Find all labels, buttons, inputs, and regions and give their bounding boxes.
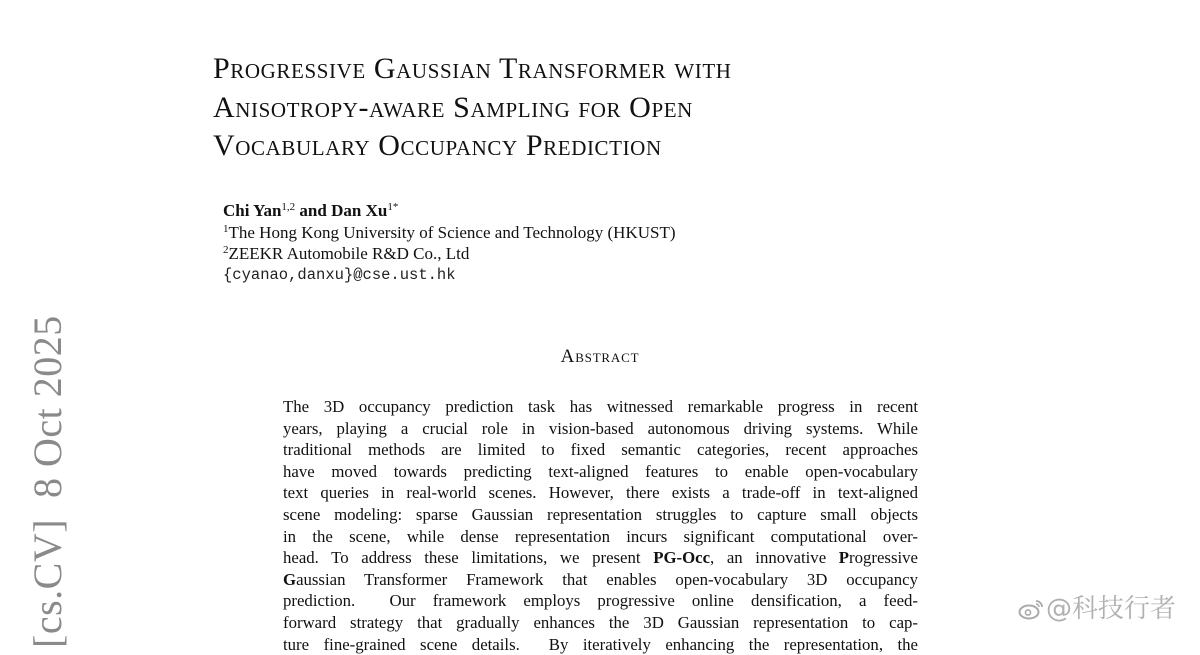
author-2-name: Dan Xu [331,201,388,220]
affiliation-2 [223,243,676,265]
affiliation-2-text: ZEEKR Automobile R&D Co., Ltd [228,244,470,263]
abstract-segment: rogressive [849,548,918,568]
abstract-line: have moved towards predicting text-aligned features to enable open-vocabulary [283,461,918,481]
arxiv-identifier-stamp: [cs.CV] 8 Oct 2025 [25,315,70,648]
weibo-icon [1018,597,1044,619]
affiliation-1 [223,222,676,244]
abstract-heading: Abstract [560,346,640,367]
abstract-line: prediction. Our framework employs progressive online densification, a feed- [283,591,918,611]
author-block [223,200,676,286]
title-line-1: Progressive Gaussian Transformer with [213,52,732,85]
acronym-letter: G [283,569,297,589]
author-2-affiliation-mark: 1* [387,201,399,213]
affiliation-2-mark: 2 [223,244,229,256]
paper-title [213,50,973,166]
watermark-text: @科技行者 [1045,594,1176,624]
method-name: PG-Occ [653,548,711,568]
abstract-segment: aussian Transformer Framework that enables open-vocabulary 3D occupancy [296,569,918,589]
abstract-text [283,396,918,655]
author-joiner: and [295,201,332,220]
abstract-line: ture fine-grained scene details. By iteratively enhancing the representation, the [283,634,918,654]
author-1-affiliation-mark: 1,2 [281,201,296,213]
watermark [1018,588,1176,625]
abstract-line: in the scene, while dense representation incurs significant computational over- [283,526,918,546]
affiliation-1-text: The Hong Kong University of Science and Technology (HKUST) [228,222,676,242]
author-1-name: Chi Yan [223,201,282,220]
abstract-line [283,547,918,569]
abstract-line: scene modeling: sparse Gaussian representation struggles to capture small objects [283,504,918,524]
abstract-line: traditional methods are limited to fixed semantic categories, recent approaches [283,440,918,460]
abstract-segment: , an innovative [710,548,839,568]
abstract-line: forward strategy that gradually enhances the 3D Gaussian representation to cap- [283,612,918,632]
author-names [223,200,676,222]
acronym-letter: P [838,548,850,568]
abstract-line: The 3D occupancy prediction task has witnessed remarkable progress in recent [283,397,918,416]
abstract-line: text queries in real-world scenes. However, there exists a trade-off in text-aligned [283,483,918,503]
title-line-2: Anisotropy-aware Sampling for Open [213,90,693,124]
abstract-segment: head. To address these limitations, we present [283,548,654,568]
abstract-line: years, playing a crucial role in vision-based autonomous driving systems. While [283,418,918,438]
author-email: {cyanao,danxu}@cse.ust.hk [223,265,456,284]
title-line-3: Vocabulary Occupancy Prediction [213,129,662,162]
affiliation-1-mark: 1 [223,222,229,235]
abstract-line [283,569,918,591]
